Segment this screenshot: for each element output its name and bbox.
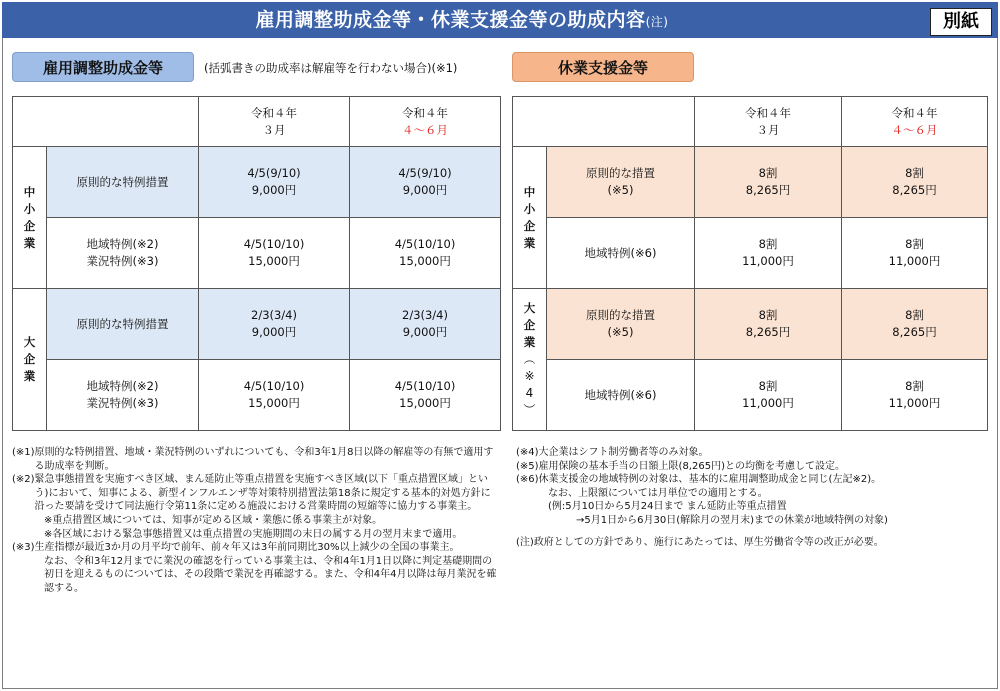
row-label: 原則的な特例措置 <box>47 147 199 218</box>
cell-value: 4/5(10/10) 15,000円 <box>199 218 350 289</box>
category-sme: 中 小 企 業 <box>13 147 47 289</box>
table-row <box>513 289 988 360</box>
table-row <box>13 289 501 360</box>
footnote-6-example: →5月1日から6月30日(解除月の翌月末)までの休業が地域特例の対象) <box>576 514 888 526</box>
table-row <box>13 360 501 431</box>
table-row <box>13 147 501 218</box>
page-title: 雇用調整助成金等・休業支援金等の助成内容(注) <box>255 9 669 31</box>
footnote-2-sub: ※重点措置区域については、知事が定める区域・業態に係る事業主が対象。 <box>44 514 383 526</box>
footnote-5: (※5) 雇用保険の基本手当の日額上限(8,265円)との均衡を考慮して設定。 <box>516 460 845 472</box>
footnote-2: (※2) 緊急事態措置を実施すべき区域、まん延防止等重点措置を実施すべき区域(以下「重点措置区域」という)において、知事による、新型インフルエンザ等対策特別措置法第18条に規定する基本的対処方針に沿った要請を受けて同法施行令第11条に定める施設における営業時間の短縮等に協力する事業主。 <box>12 474 491 513</box>
category-large: 大 企 業 <box>13 289 47 431</box>
footnote-4: (※4) 大企業はシフト制労働者等のみ対象。 <box>516 447 709 458</box>
cell-value: 4/5(10/10) 15,000円 <box>350 360 501 431</box>
row-label: 原則的な特例措置 <box>47 289 199 360</box>
cell-value: 8割 11,000円 <box>695 360 842 431</box>
cell-value: 8割 11,000円 <box>842 360 988 431</box>
row-label: 地域特例(※6) <box>547 360 695 431</box>
footnote-6-sub: なお、上限額については月単位での適用とする。 <box>548 487 768 499</box>
footnote-1: (※1) 原則的な特例措置、地域・業況特例のいずれについても、令和3年1月8日以降の解雇等の有無で適用する助成率を判断。 <box>12 447 494 472</box>
cell-value: 4/5(9/10) 9,000円 <box>199 147 350 218</box>
cell-value: 8割 8,265円 <box>695 147 842 218</box>
footnote-2-sub: ※各区域における緊急事態措置又は重点措置の実施期間の末日の属する月の翌月末まで適用。 <box>44 528 463 540</box>
cell-value: 2/3(3/4) 9,000円 <box>350 289 501 360</box>
cell-value: 2/3(3/4) 9,000円 <box>199 289 350 360</box>
table-header-row <box>513 97 988 147</box>
row-label: 地域特例(※6) <box>547 218 695 289</box>
cell-value: 4/5(10/10) 15,000円 <box>350 218 501 289</box>
header-col-apr-jun: 令和４年 ４～６月 <box>842 97 988 147</box>
title-bar <box>2 2 998 38</box>
footnote-6-example: (例:5月10日から5月24日まで まん延防止等重点措置 <box>548 501 787 513</box>
footnotes-left <box>12 446 500 596</box>
cell-value: 8割 8,265円 <box>842 289 988 360</box>
attachment-badge: 別紙 <box>930 8 992 36</box>
header-blank <box>513 97 695 147</box>
header-col-march: 令和４年 ３月 <box>199 97 350 147</box>
section-label-leave-support: 休業支援金等 <box>512 52 694 82</box>
footnotes-right <box>516 446 994 549</box>
spacer <box>516 528 994 536</box>
footnote-3: (※3) 生産指標が最近3か月の月平均で前年、前々年又は3年前同期比30%以上減少の全国の事業主。 <box>12 542 460 554</box>
cell-value: 8割 8,265円 <box>695 289 842 360</box>
title-suffix: (注) <box>645 15 669 29</box>
cell-value: 8割 8,265円 <box>842 147 988 218</box>
table-header-row <box>13 97 501 147</box>
table-row <box>513 360 988 431</box>
row-label: 地域特例(※2) 業況特例(※3) <box>47 360 199 431</box>
category-large: 大 企 業 ︵ ※ 4 ︶ <box>513 289 547 431</box>
row-label: 原則的な措置 (※5) <box>547 147 695 218</box>
row-label: 原則的な措置 (※5) <box>547 289 695 360</box>
table-row <box>513 147 988 218</box>
employment-adjustment-table <box>12 96 501 431</box>
category-sme: 中 小 企 業 <box>513 147 547 289</box>
header-blank <box>13 97 199 147</box>
footnote-policy: (注) 政府としての方針であり、施行にあたっては、厚生労働省令等の改正が必要。 <box>516 536 884 548</box>
rate-note: (括弧書きの助成率は解雇等を行わない場合)(※1) <box>204 61 458 75</box>
table-row <box>13 218 501 289</box>
section-label-employment-adjustment: 雇用調整助成金等 <box>12 52 194 82</box>
footnote-6: (※6) 休業支援金の地域特例の対象は、基本的に雇用調整助成金と同じ(左記※2)。 <box>516 474 882 486</box>
cell-value: 8割 11,000円 <box>695 218 842 289</box>
header-col-march: 令和４年 ３月 <box>695 97 842 147</box>
leave-support-table <box>512 96 988 431</box>
header-col-apr-jun: 令和４年 ４～６月 <box>350 97 501 147</box>
row-label: 地域特例(※2) 業況特例(※3) <box>47 218 199 289</box>
footnote-3-sub: なお、令和3年12月までに業況の確認を行っている事業主は、令和4年1月1日以降に判定基礎期間の初日を迎えるものについては、その段階で業況を再確認する。また、令和4年4月以降は毎月業況を確認する。 <box>44 555 497 594</box>
cell-value: 4/5(9/10) 9,000円 <box>350 147 501 218</box>
table-row <box>513 218 988 289</box>
cell-value: 4/5(10/10) 15,000円 <box>199 360 350 431</box>
cell-value: 8割 11,000円 <box>842 218 988 289</box>
